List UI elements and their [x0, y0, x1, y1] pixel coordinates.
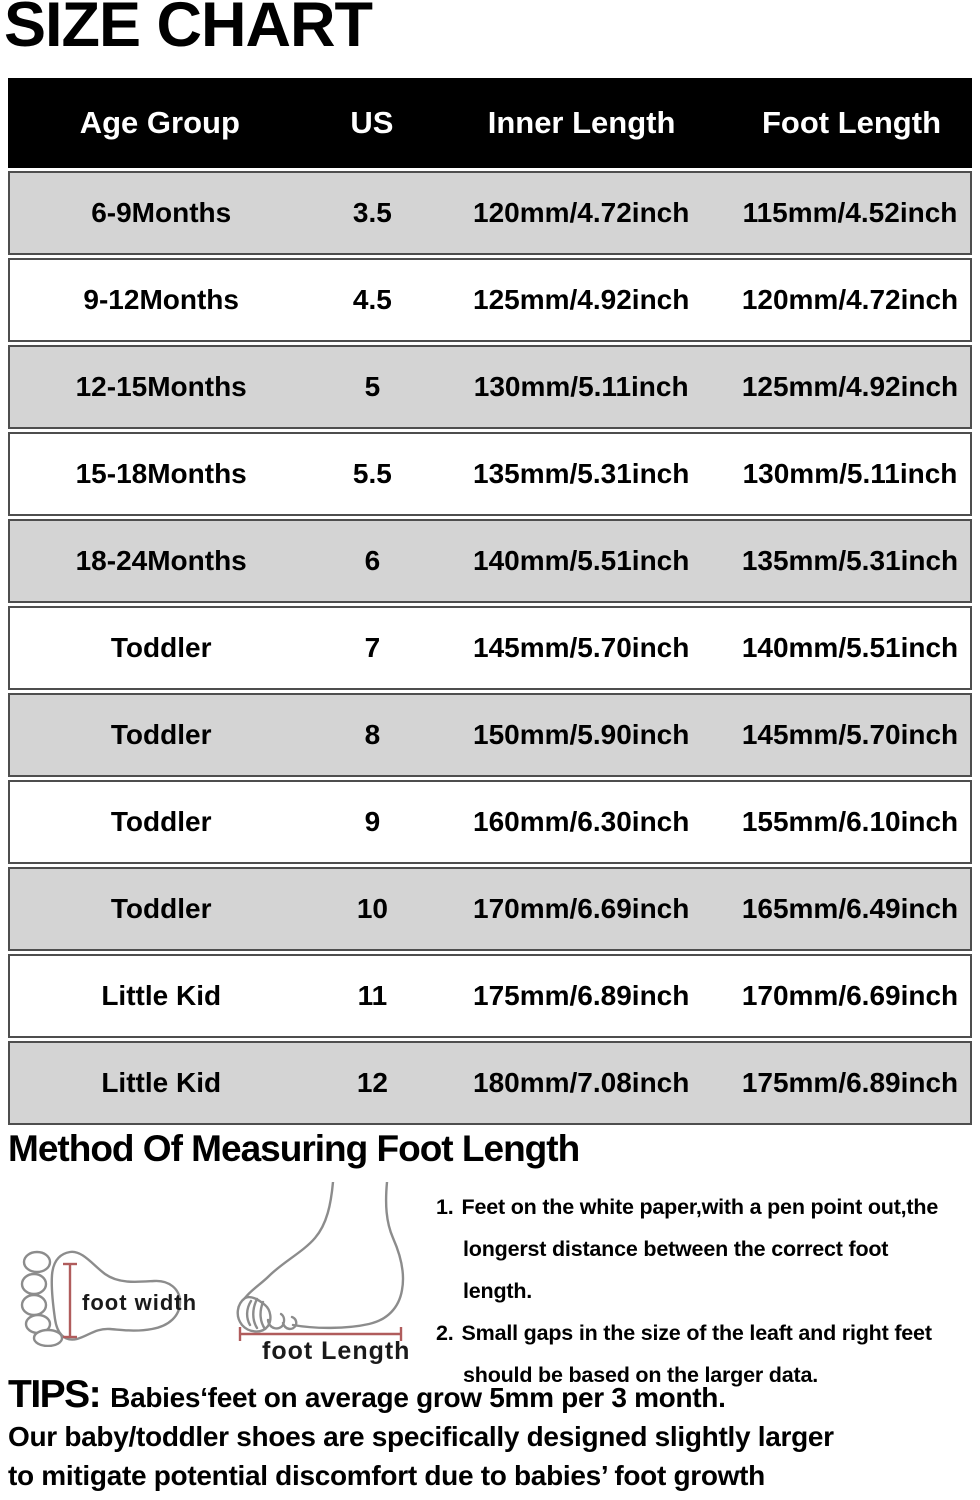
- toe-shape: [24, 1252, 50, 1272]
- cell-age-group: Little Kid: [101, 980, 222, 1011]
- cell-age-group: Toddler: [110, 893, 212, 924]
- toe-shape: [34, 1330, 62, 1346]
- tips-text-line: Babies‘feet on average grow 5mm per 3 month.: [110, 1382, 726, 1413]
- foot-width-label: foot width: [82, 1290, 198, 1315]
- cell-foot-length: 145mm/5.70inch: [741, 719, 959, 750]
- cell-us-size: 5: [364, 371, 381, 402]
- cell-inner-length: 125mm/4.92inch: [473, 284, 690, 315]
- cell-age-group: Toddler: [110, 719, 212, 750]
- cell-us-size: 10: [356, 893, 388, 924]
- table-row: [8, 1041, 972, 1125]
- instruction-text: Small gaps in the size of the leaft and right feet: [461, 1321, 932, 1345]
- cell-foot-length: 120mm/4.72inch: [741, 284, 959, 315]
- measuring-instructions: [436, 1186, 946, 1396]
- size-chart-table: [8, 78, 972, 1125]
- cell-age-group: 12-15Months: [75, 371, 247, 402]
- cell-inner-length: 145mm/5.70inch: [473, 632, 690, 663]
- foot-width-measure-line: [63, 1264, 77, 1337]
- cell-inner-length: 160mm/6.30inch: [473, 806, 690, 837]
- cell-us-size: 7: [364, 632, 381, 663]
- header-cell-inner-length: Inner Length: [487, 105, 676, 140]
- table-row: [8, 258, 972, 342]
- tips-section: [8, 1375, 974, 1495]
- cell-inner-length: 130mm/5.11inch: [473, 371, 689, 402]
- cell-us-size: 4.5: [352, 284, 392, 315]
- cell-inner-length: 135mm/5.31inch: [473, 458, 690, 489]
- table-header-row: [8, 78, 972, 168]
- cell-foot-length: 140mm/5.51inch: [741, 632, 959, 663]
- instruction-text: Feet on the white paper,with a pen point out,the: [461, 1195, 939, 1219]
- tips-text-line: to mitigate potential discomfort due to babies’ foot growth: [8, 1460, 765, 1491]
- table-row: [8, 171, 972, 255]
- header-cell-us: US: [350, 105, 394, 140]
- cell-foot-length: 115mm/4.52inch: [742, 197, 958, 228]
- cell-foot-length: 155mm/6.10inch: [741, 806, 959, 837]
- table-row: [8, 432, 972, 516]
- cell-age-group: 18-24Months: [75, 545, 247, 576]
- cell-inner-length: 120mm/4.72inch: [473, 197, 690, 228]
- cell-foot-length: 135mm/5.31inch: [741, 545, 959, 576]
- table-row: [8, 345, 972, 429]
- cell-us-size: 5.5: [352, 458, 392, 489]
- cell-inner-length: 170mm/6.69inch: [473, 893, 690, 924]
- instruction-number: 1.: [436, 1195, 454, 1219]
- cell-us-size: 3.5: [352, 197, 392, 228]
- tips-label: TIPS:: [8, 1373, 101, 1416]
- cell-us-size: 9: [364, 806, 381, 837]
- foot-length-label: foot Length: [262, 1337, 411, 1365]
- tips-text-line: Our baby/toddler shoes are specifically designed slightly larger: [8, 1421, 834, 1452]
- cell-foot-length: 125mm/4.92inch: [741, 371, 959, 402]
- measuring-section-heading: Method Of Measuring Foot Length: [8, 1128, 580, 1169]
- cell-age-group: Toddler: [110, 632, 212, 663]
- foot-front-outline: [245, 1182, 333, 1298]
- table-row: [8, 867, 972, 951]
- cell-foot-length: 175mm/6.89inch: [741, 1067, 959, 1098]
- cell-age-group: 9-12Months: [83, 284, 239, 315]
- foot-back-outline: [293, 1182, 403, 1328]
- cell-inner-length: 180mm/7.08inch: [473, 1067, 690, 1098]
- cell-age-group: 15-18Months: [75, 458, 247, 489]
- toe-hatch-lines: [247, 1299, 265, 1329]
- cell-foot-length: 170mm/6.69inch: [741, 980, 959, 1011]
- cell-foot-length: 130mm/5.11inch: [742, 458, 958, 489]
- table-row: [8, 606, 972, 690]
- header-cell-foot-length: Foot Length: [761, 105, 942, 140]
- cell-age-group: Toddler: [110, 806, 212, 837]
- foot-side-diagram: [235, 1182, 410, 1342]
- cell-us-size: 12: [356, 1067, 388, 1098]
- table-row: [8, 693, 972, 777]
- toe-shape: [22, 1295, 46, 1315]
- cell-foot-length: 165mm/6.49inch: [741, 893, 959, 924]
- cell-us-size: 11: [357, 980, 388, 1011]
- cell-age-group: 6-9Months: [91, 197, 232, 228]
- instruction-text: longerst distance between the correct foot length.: [463, 1237, 889, 1303]
- cell-us-size: 6: [364, 545, 381, 576]
- toe-shape: [22, 1274, 46, 1294]
- instruction-text: should be based on the larger data.: [463, 1363, 818, 1387]
- instruction-number: 2.: [436, 1321, 454, 1345]
- cell-us-size: 8: [364, 719, 381, 750]
- cell-inner-length: 150mm/5.90inch: [473, 719, 690, 750]
- header-cell-age-group: Age Group: [79, 105, 240, 140]
- cell-inner-length: 175mm/6.89inch: [473, 980, 690, 1011]
- instruction-item: [436, 1186, 946, 1312]
- page-title: SIZE CHART: [4, 0, 372, 60]
- table-row: [8, 954, 972, 1038]
- table-row: [8, 519, 972, 603]
- table-row: [8, 780, 972, 864]
- cell-age-group: Little Kid: [101, 1067, 222, 1098]
- toe-bumps: [268, 1314, 296, 1329]
- cell-inner-length: 140mm/5.51inch: [473, 545, 690, 576]
